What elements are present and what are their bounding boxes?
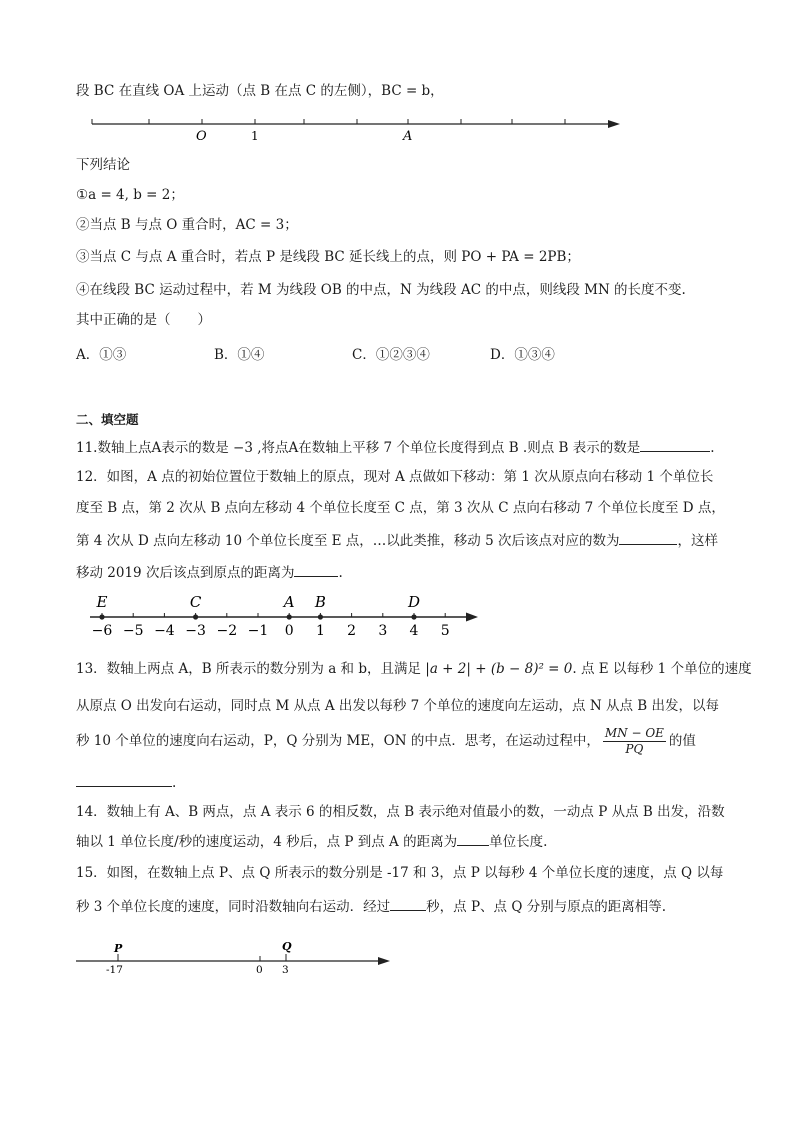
q12-line-4-end: . xyxy=(338,565,343,581)
q15-line-1: 15．如图，在数轴上点 P、点 Q 所表示的数分别是 -17 和 3，点 P 以每秒 4 个单位长度的速度，点 Q 以每 xyxy=(76,865,724,881)
q10-number-line xyxy=(80,112,640,148)
q11-text xyxy=(76,437,715,457)
q15-line-2-tail: 秒，点 P、点 Q 分别与原点的距离相等. xyxy=(426,899,666,915)
q13-fraction xyxy=(603,726,666,757)
q12-point-label-B: B xyxy=(314,593,326,611)
q13-condition: |a + 2| + (b − 8)² = 0 xyxy=(425,661,573,677)
q15-answer-blank[interactable] xyxy=(390,896,426,911)
q14-line-1: 14．数轴上有 A、B 两点，点 A 表示 6 的相反数，点 B 表示绝对值最小的数，一动点 P 从点 B 出发，沿数 xyxy=(76,804,725,820)
q13-fraction-denominator: PQ xyxy=(625,742,644,756)
q13-line-1-text: 13．数轴上两点 A，B 所表示的数分别为 a 和 b，且满足 xyxy=(76,661,421,677)
q12-answer-blank-1[interactable] xyxy=(619,530,677,545)
q12-tick-label: −3 xyxy=(185,623,206,639)
q10-label-A: A xyxy=(403,129,413,144)
q10-label-1: 1 xyxy=(251,129,259,143)
q12-line-2: 度至 B 点，第 2 次从 B 点向左移动 4 个单位长度至 C 点，第 3 次从 C 点向右移动 7 个单位长度至 D 点， xyxy=(76,500,725,516)
q12-number-line xyxy=(80,590,490,640)
q14-answer-blank[interactable] xyxy=(457,831,489,846)
q12-tick-label: −1 xyxy=(247,623,269,639)
q10-conclusion-4: ④在线段 BC 运动过程中，若 M 为线段 OB 的中点，N 为线段 AC 的中点，则线段 MN 的长度不变. xyxy=(76,282,686,298)
q13-line-3-tail: 的值 xyxy=(668,733,696,749)
q13-line-3 xyxy=(76,724,696,758)
q15-label-3: 3 xyxy=(282,964,289,976)
q11-answer-blank[interactable] xyxy=(640,437,710,452)
q13-line-2: 从原点 O 出发向右运动，同时点 M 从点 A 出发以每秒 7 个单位的速度向左运动，点 N 从点 B 出发，以每 xyxy=(76,698,719,714)
q10-option-b[interactable]: B．①④ xyxy=(214,347,265,363)
q15-line-2 xyxy=(76,896,666,916)
q12-tick-label: −6 xyxy=(91,623,113,639)
q12-tick-label: 5 xyxy=(440,623,450,639)
q10-intro: 段 BC 在直线 OA 上运动（点 B 在点 C 的左侧），BC = b， xyxy=(76,83,444,99)
q15-axis-arrow xyxy=(378,957,390,965)
q10-question: 其中正确的是（ ） xyxy=(76,312,211,328)
q13-fraction-numerator: MN − OE xyxy=(604,726,664,740)
q12-tick-label: 0 xyxy=(284,623,294,639)
q10-conclusions-title: 下列结论 xyxy=(76,157,130,173)
q10-option-c[interactable]: C．①②③④ xyxy=(352,347,430,363)
q13-answer-blank[interactable] xyxy=(76,772,172,787)
q15-label-P: P xyxy=(114,942,123,955)
q12-line-4 xyxy=(76,562,343,582)
q15-label-minus17: -17 xyxy=(106,964,123,976)
q12-point-D xyxy=(411,614,416,619)
q12-line-4-text: 移动 2019 次后该点到原点的距离为 xyxy=(76,565,295,581)
q10-ticks xyxy=(92,119,565,124)
q15-label-0: 0 xyxy=(256,964,263,976)
q12-point-label-C: C xyxy=(189,593,202,611)
q12-tick-label: 1 xyxy=(315,623,325,639)
q12-line-1: 12．如图，A 点的初始位置位于数轴上的原点，现对 A 点做如下移动：第 1 次从原点向右移动 1 个单位长 xyxy=(76,469,714,485)
q14-line-2-text: 轴以 1 单位长度/秒的速度运动，4 秒后，点 P 到点 A 的距离为 xyxy=(76,834,458,850)
q10-option-d[interactable]: D．①③④ xyxy=(490,347,555,363)
q15-label-Q: Q xyxy=(282,940,292,953)
q12-line-3-text: 第 4 次从 D 点向左移动 10 个单位长度至 E 点，…以此类推，移动 5 次后该点对应的数为 xyxy=(76,533,620,549)
q13-line-4 xyxy=(76,772,176,792)
q12-line-3-tail: ，这样 xyxy=(677,533,718,549)
q12-point-E xyxy=(99,614,104,619)
q12-point-A xyxy=(287,614,292,619)
q12-tick-label: 2 xyxy=(347,623,357,639)
q12-tick-label: −5 xyxy=(122,623,144,639)
q12-tick-label: 4 xyxy=(409,623,419,639)
q11-question: 11.数轴上点A表示的数是 −3 ,将点A在数轴上平移 7 个单位长度得到点 B .则点 B 表示的数是 xyxy=(76,440,641,456)
q12-point-label-E: E xyxy=(96,593,108,611)
q14-line-2 xyxy=(76,831,547,851)
q12-tick-label: −4 xyxy=(154,623,175,639)
q15-line-2-text: 秒 3 个单位长度的速度，同时沿数轴向右运动．经过 xyxy=(76,899,391,915)
q10-conclusion-2: ②当点 B 与点 O 重合时，AC = 3； xyxy=(76,217,298,233)
q11-end: . xyxy=(710,440,715,456)
section-title: 二、填空题 xyxy=(76,412,139,427)
q10-option-a[interactable]: A．①③ xyxy=(76,347,127,363)
q12-point-label-D: D xyxy=(407,593,421,611)
q12-answer-blank-2[interactable] xyxy=(294,562,338,577)
q13-line-3-text: 秒 10 个单位的速度向右运动，P，Q 分别为 ME，ON 的中点．思考，在运动过程中， xyxy=(76,733,600,749)
q12-axis-arrow xyxy=(466,613,478,622)
q13-line-1 xyxy=(76,660,752,678)
q10-label-O: O xyxy=(196,129,207,144)
q10-conclusion-1: ①a = 4, b = 2； xyxy=(76,187,184,203)
q14-line-2-tail: 单位长度. xyxy=(489,834,548,850)
q12-tick-label: 3 xyxy=(378,623,388,639)
q10-axis-arrow xyxy=(608,120,620,128)
q12-point-C xyxy=(193,614,198,619)
q13-line-1-tail: . 点 E 以每秒 1 个单位的速度 xyxy=(572,661,752,677)
q12-tick-label: −2 xyxy=(216,623,238,639)
q10-conclusion-3: ③当点 C 与点 A 重合时，若点 P 是线段 BC 延长线上的点，则 PO + PA = 2PB； xyxy=(76,249,580,265)
q12-line-3 xyxy=(76,530,718,550)
q12-point-label-A: A xyxy=(283,593,295,611)
q15-number-line xyxy=(74,938,394,978)
q12-point-B xyxy=(318,614,323,619)
q13-end: . xyxy=(172,775,177,791)
